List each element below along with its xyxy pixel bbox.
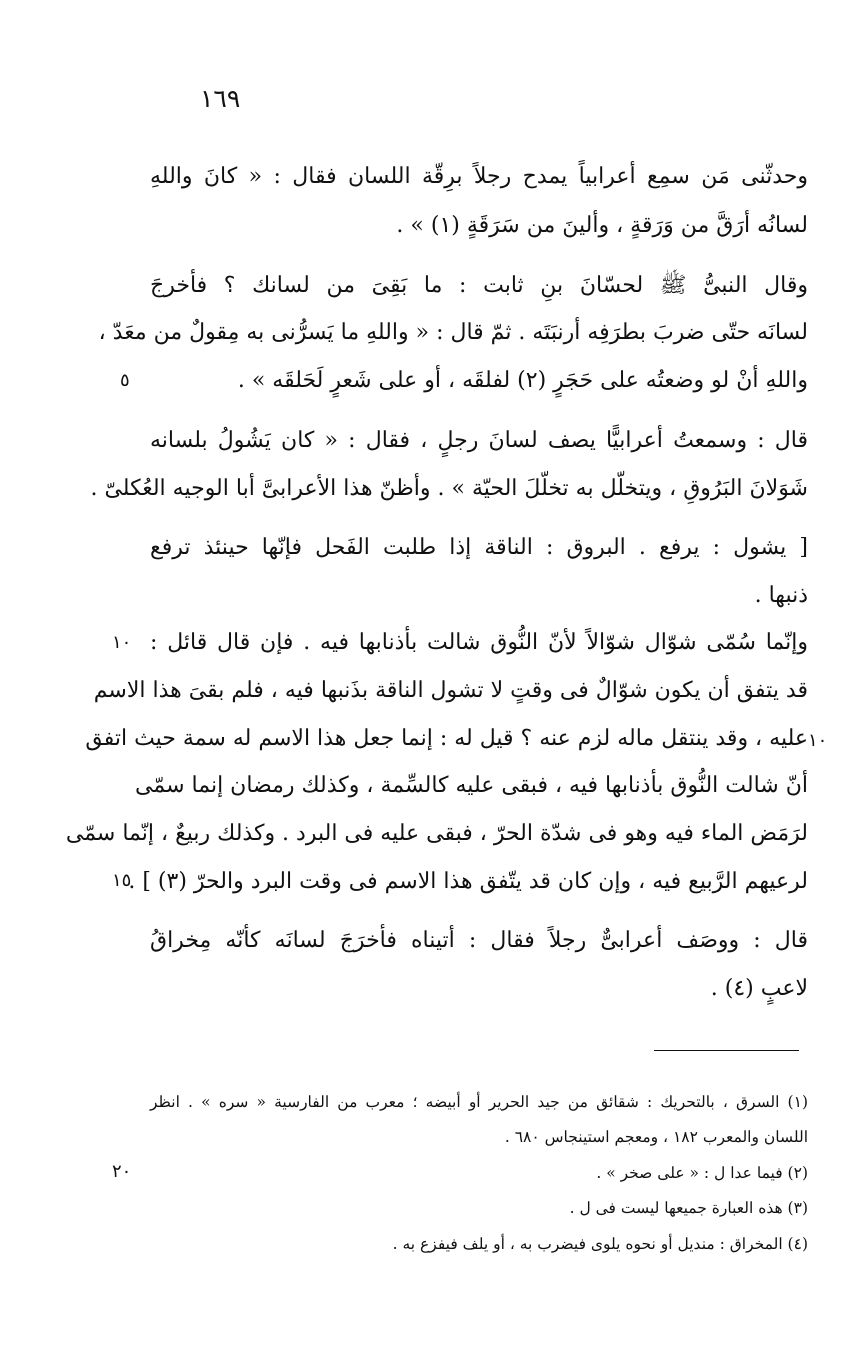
text-line: لاعبٍ (٤) . [710, 976, 808, 1001]
footnote-line: اللسان والمعرب ١٨٢ ، ومعجم استينجاس ٦٨٠ . [504, 1128, 808, 1146]
line-number: ١٠ [112, 632, 132, 653]
text-line: وإنّما سُمّى شوّال شوّالاً لأنّ النُّوق شالت بأذنابها فيه . فإن قال قائل : [150, 630, 808, 655]
text-line: لرَمَض الماء فيه وهو فى شدّة الحرّ ، فبقى عليه فى البرد . وكذلك ربيعٌ ، إنّما سمّى [65, 821, 808, 846]
text-line: أنّ شالت النُّوق بأذنابها فيه ، فبقى عليه كالسِّمة ، وكذلك رمضان إنما سمّى [135, 773, 808, 798]
line-number: ٢٠ [112, 1161, 132, 1182]
footnote-line: (٢) فيما عدا ل : « على صخر » . [596, 1164, 808, 1182]
text-line: وقال النبىُّ ﷺ لحسّانَ بنِ ثابت : ما بَقِىَ من لسانك ؟ فأخرجَ [150, 273, 808, 298]
line-number: ٥ [120, 370, 130, 391]
footnote-line: (٤) المخراق : منديل أو نحوه يلوى فيضرب به ، أو يلف فيفزع به . [392, 1235, 808, 1253]
text-line: لسانَه حتّى ضربَ بطرَفِه أرنبَتَه . ثمّ قال : « واللهِ ما يَسرُّنى به مِقولٌ من معَدّ ، [98, 320, 808, 345]
text-line: قال : ووصَف أعرابىٌّ رجلاً فقال : أتيناه فأخرَجَ لسانَه كأنّه مِخراقُ [150, 928, 808, 953]
text-line: لسانُه أرَقَّ من وَرَقةٍ ، وألينَ من سَرَقَةٍ (١) » . [396, 213, 808, 238]
text-line: ذنبها . [754, 583, 808, 608]
footnote-line: (٣) هذه العبارة جميعها ليست فى ل . [569, 1199, 808, 1217]
footnote-separator [654, 1050, 799, 1051]
line-number: ١٠ [808, 730, 828, 751]
text-line: واللهِ أنْ لو وضعتُه على حَجَرٍ (٢) لفلقَه ، أو على شَعرٍ لَحَلقَه » . [237, 368, 808, 393]
page-number: ١٦٩ [200, 84, 241, 113]
line-number: ١٥ [112, 870, 132, 891]
footnote-line: (١) السرق ، بالتحريك : شقائق من جيد الحرير أو أبيضه ؛ معرب من الفارسية « سره » . انظر [150, 1093, 808, 1111]
text-line: قد يتفق أن يكون شوّالٌ فى وقتٍ لا تشول الناقة بذَنبها فيه ، فلم بقىَ هذا الاسم [93, 678, 808, 703]
text-line: وحدثّنى مَن سمِع أعرابياً يمدح رجلاً برِقّة اللسان فقال : « كانَ واللهِ [150, 164, 808, 189]
text-line: قال : وسمعتُ أعرابيًّا يصف لسانَ رجلٍ ، فقال : « كان يَشُولُ بلسانه [150, 428, 808, 453]
text-line: [ يشول : يرفع . البروق : الناقة إذا طلبت الفَحل فإنّها حينئذ ترفع [150, 535, 808, 560]
text-line: شَوَلانَ البَرُوقِ ، ويتخلّل به تخلّلَ الحيّة » . وأظنّ هذا الأعرابىَّ أبا الوجيه العُكلىّ . [90, 476, 808, 501]
text-line: عليه ، وقد ينتقل ماله لزم عنه ؟ قيل له : إنما جعل هذا الاسم له سمة حيث اتفق [85, 726, 808, 751]
text-line: لرعيهم الرَّبيع فيه ، وإن كان قد يتّفق هذا الاسم فى وقت البرد والحرّ (٣) ] . [128, 869, 808, 894]
